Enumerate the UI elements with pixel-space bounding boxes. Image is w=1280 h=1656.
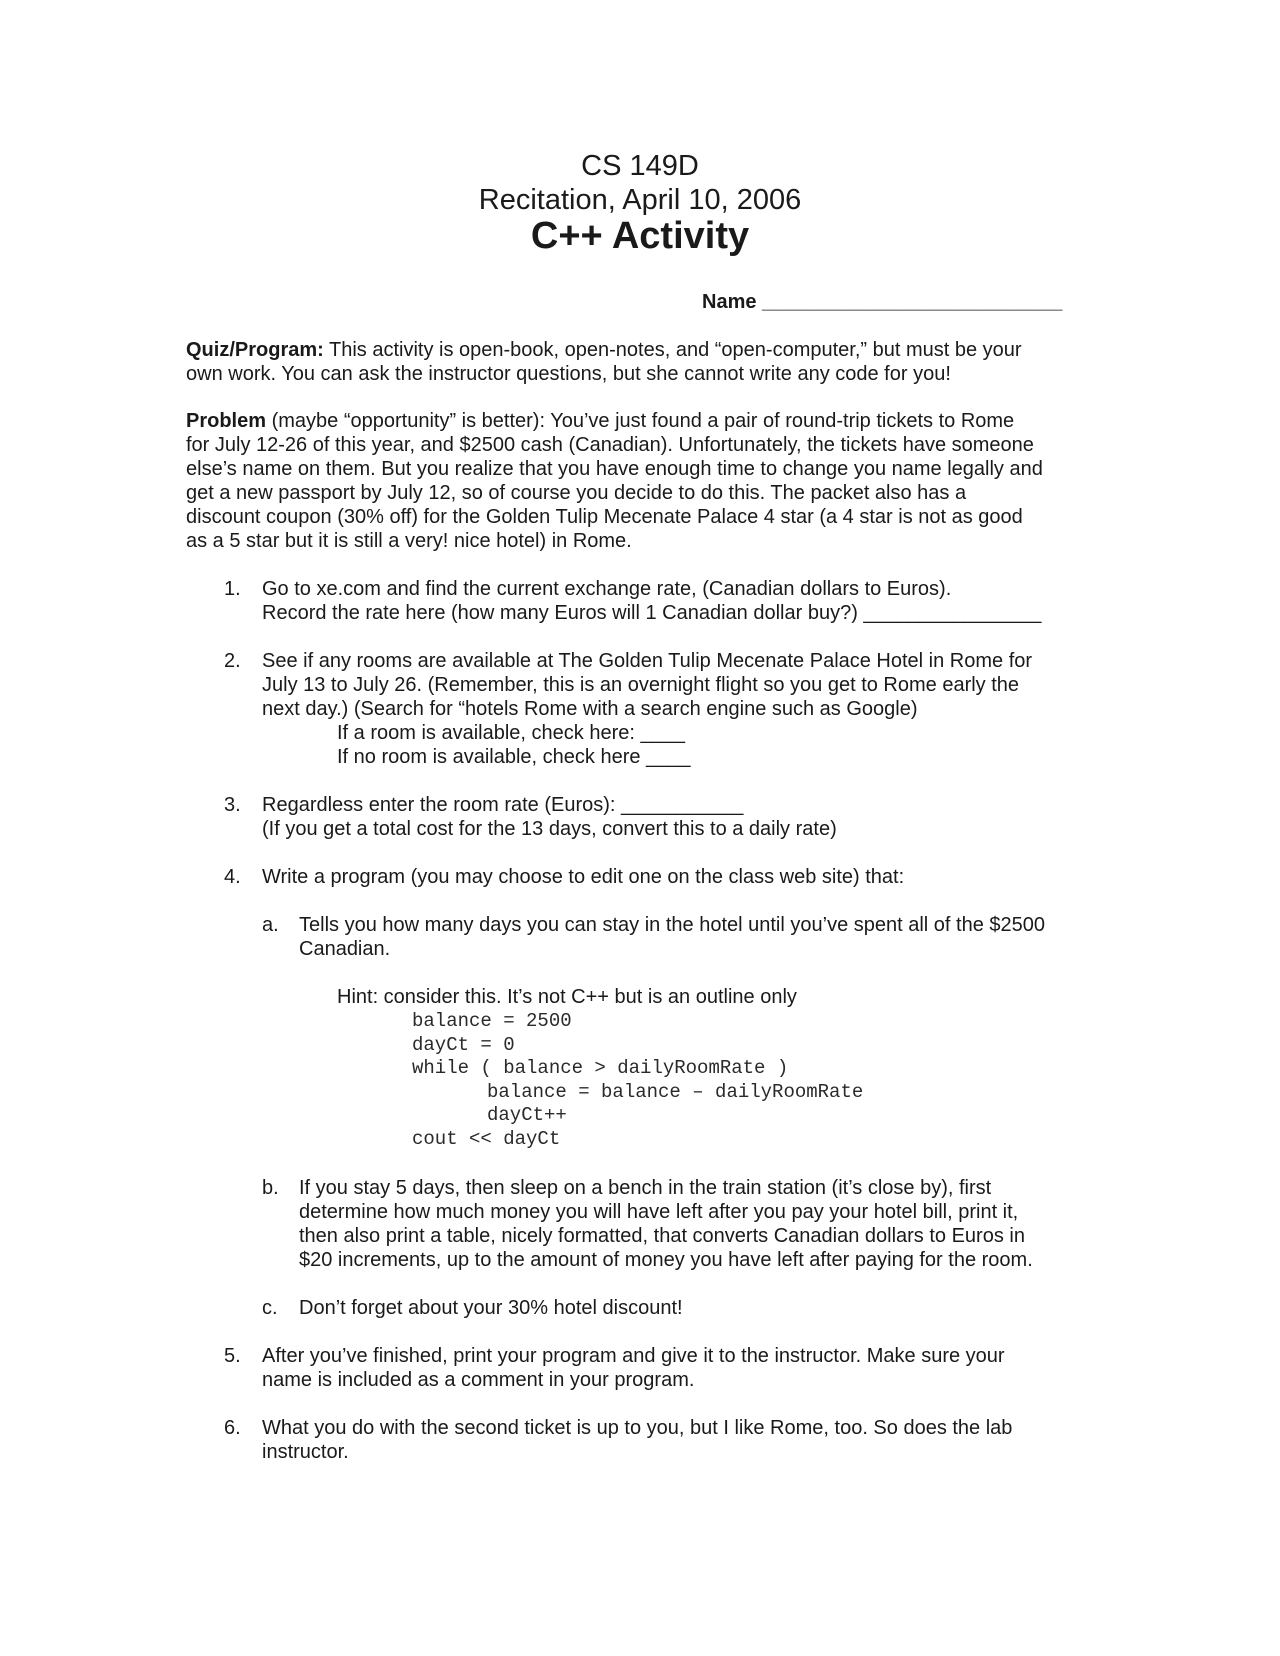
item-1-line-2: Record the rate here (how many Euros will 1 Canadian dollar buy?) ________________	[262, 602, 1042, 624]
problem-line-1: (maybe “opportunity” is better): You’ve just found a pair of round-trip tickets to Rome	[266, 410, 1015, 432]
item-3-number: 3.	[224, 794, 241, 816]
item-5-line-2: name is included as a comment in your program.	[262, 1369, 695, 1391]
code-line-1: balance = 2500	[412, 1010, 572, 1032]
sub-a-letter: a.	[262, 914, 279, 936]
room-available-check: If a room is available, check here: ____	[337, 722, 685, 744]
item-3-line-1: Regardless enter the room rate (Euros): ___________	[262, 794, 744, 816]
item-2-line-2: July 13 to July 26. (Remember, this is an overnight flight so you get to Rome early the	[262, 674, 1020, 696]
sub-c-letter: c.	[262, 1297, 278, 1319]
recitation-date: Recitation, April 10, 2006	[478, 184, 802, 216]
problem-line-3: else’s name on them. But you realize that you have enough time to change you name legally and	[186, 458, 1043, 480]
item-1-number: 1.	[224, 578, 241, 600]
sub-c-line-1: Don’t forget about your 30% hotel discount!	[299, 1297, 683, 1319]
sub-b-letter: b.	[262, 1177, 279, 1199]
item-6-number: 6.	[224, 1417, 241, 1439]
intro-line-1: This activity is open-book, open-notes, and “open-computer,” but must be your	[323, 339, 1022, 361]
code-line-2: dayCt = 0	[412, 1033, 515, 1056]
item-5-line-1: After you’ve finished, print your program and give it to the instructor. Make sure your	[262, 1345, 1005, 1367]
item-5-number: 5.	[224, 1345, 241, 1367]
item-6-line-1: What you do with the second ticket is up to you, but I like Rome, too. So does the lab	[262, 1417, 1013, 1439]
hint-text: Hint: consider this. It’s not C++ but is an outline only	[337, 986, 797, 1008]
room-unavailable-check: If no room is available, check here ____	[337, 746, 691, 768]
sub-b-line-4: $20 increments, up to the amount of money you have left after paying for the room.	[299, 1249, 1033, 1271]
item-2-line-3: next day.) (Search for “hotels Rome with a search engine such as Google)	[262, 698, 918, 720]
document-title: C++ Activity	[530, 215, 750, 257]
item-4-line-1: Write a program (you may choose to edit one on the class web site) that:	[262, 866, 905, 888]
item-4-number: 4.	[224, 866, 241, 888]
problem-line-4: get a new passport by July 12, so of course you decide to do this. The packet also has a	[186, 482, 967, 504]
problem-label: Problem	[186, 410, 267, 432]
problem-line-6: as a 5 star but it is still a very! nice hotel) in Rome.	[186, 530, 632, 552]
code-line-3: while ( balance > dailyRoomRate )	[412, 1057, 789, 1079]
intro-paragraph	[186, 338, 1022, 362]
name-field: Name ___________________________	[702, 291, 1063, 313]
sub-b-line-2: determine how much money you will have left after you pay your hotel bill, print it,	[299, 1201, 1019, 1223]
sub-b-line-1: If you stay 5 days, then sleep on a bench in the train station (it’s close by), first	[299, 1177, 992, 1199]
item-6-line-2: instructor.	[262, 1441, 349, 1463]
problem-paragraph	[186, 409, 1014, 433]
sub-b-line-3: then also print a table, nicely formatted, that converts Canadian dollars to Euros in	[299, 1225, 1025, 1247]
item-2-line-1: See if any rooms are available at The Golden Tulip Mecenate Palace Hotel in Rome for	[262, 650, 1033, 672]
code-line-4: balance = balance – dailyRoomRate	[487, 1080, 864, 1103]
item-3-line-2: (If you get a total cost for the 13 days, convert this to a daily rate)	[262, 818, 837, 840]
intro-line-2: own work. You can ask the instructor questions, but she cannot write any code for you!	[186, 363, 951, 385]
problem-line-5: discount coupon (30% off) for the Golden Tulip Mecenate Palace 4 star (a 4 star is not as good	[186, 506, 1023, 528]
code-line-5: dayCt++	[487, 1104, 567, 1126]
item-2-number: 2.	[224, 650, 241, 672]
intro-label: Quiz/Program:	[186, 339, 324, 361]
sub-a-line-2: Canadian.	[299, 938, 391, 960]
problem-line-2: for July 12-26 of this year, and $2500 cash (Canadian). Unfortunately, the tickets have someone	[186, 434, 1034, 456]
code-line-6: cout << dayCt	[412, 1127, 561, 1150]
item-1-line-1: Go to xe.com and find the current exchange rate, (Canadian dollars to Euros).	[262, 578, 952, 600]
sub-a-line-1: Tells you how many days you can stay in the hotel until you’ve spent all of the $2500	[299, 914, 1046, 936]
course-code: CS 149D	[581, 150, 699, 182]
